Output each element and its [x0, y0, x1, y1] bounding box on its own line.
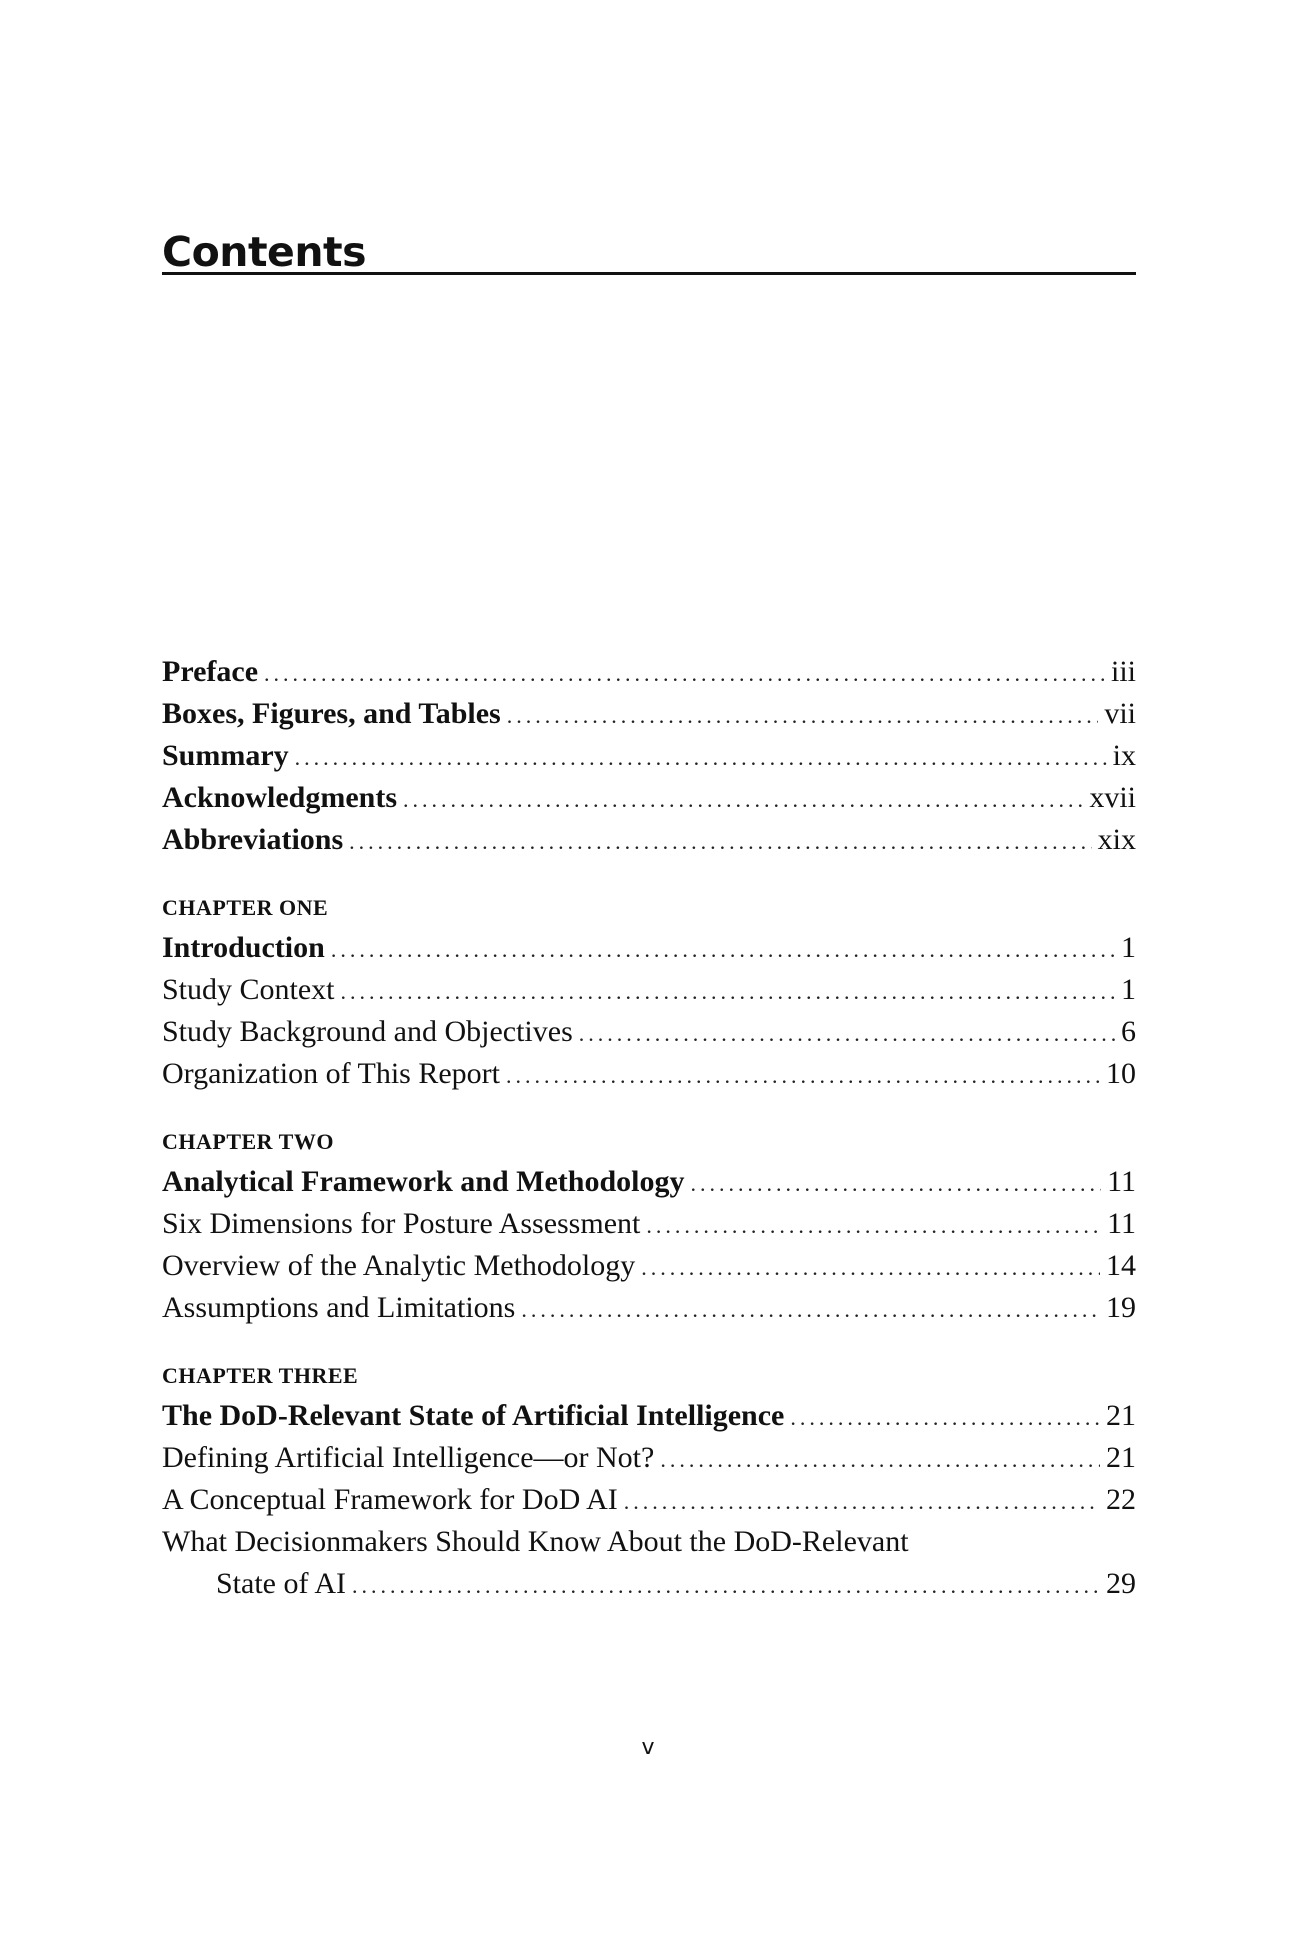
dot-leader: [341, 971, 1115, 1013]
entry-label: Organization of This Report: [162, 1057, 500, 1090]
page-number: 1: [1121, 973, 1136, 1006]
page-number: xix: [1097, 823, 1136, 856]
page-number: 19: [1106, 1291, 1136, 1324]
toc-entry-preface[interactable]: [162, 651, 1136, 693]
toc-entry-defining-ai[interactable]: [162, 1437, 1136, 1479]
page-number: 21: [1106, 1399, 1136, 1432]
entry-label: Defining Artificial Intelligence—or Not?: [162, 1441, 655, 1474]
dot-leader: [624, 1481, 1100, 1523]
page-number: vii: [1104, 697, 1136, 730]
dot-leader: [646, 1205, 1101, 1247]
chapter-one-block: [162, 889, 1136, 1095]
chapter-label: CHAPTER THREE: [162, 1363, 359, 1388]
title-rule: [162, 272, 1136, 275]
page-number: 29: [1106, 1567, 1136, 1600]
page-number: 21: [1106, 1441, 1136, 1474]
entry-label: Assumptions and Limitations: [162, 1291, 516, 1324]
dot-leader: [506, 1055, 1100, 1097]
dot-leader: [579, 1013, 1115, 1055]
entry-label: Study Context: [162, 973, 335, 1006]
toc-entry-analytical-framework[interactable]: [162, 1161, 1136, 1203]
entry-label: Overview of the Analytic Methodology: [162, 1249, 636, 1282]
dot-leader: [507, 695, 1099, 737]
toc-entry-acknowledgments[interactable]: [162, 777, 1136, 819]
entry-label: Preface: [162, 655, 259, 688]
entry-label: Acknowledgments: [162, 781, 398, 814]
page-folio: v: [641, 1735, 655, 1760]
dot-leader: [690, 1163, 1101, 1205]
entry-label-line1: What Decisionmakers Should Know About the DoD-Relevant: [162, 1525, 909, 1558]
table-of-contents: [162, 651, 1136, 1605]
toc-entry-decisionmakers[interactable]: [162, 1521, 1136, 1605]
dot-leader: [521, 1289, 1100, 1331]
entry-label: Abbreviations: [162, 823, 344, 856]
chapter-two-block: [162, 1123, 1136, 1329]
dot-leader: [403, 779, 1083, 821]
chapter-label: CHAPTER ONE: [162, 895, 329, 920]
dot-leader: [295, 737, 1107, 779]
toc-entry-state-of-ai[interactable]: [162, 1395, 1136, 1437]
chapter-label: CHAPTER TWO: [162, 1129, 334, 1154]
page-number: 11: [1107, 1207, 1136, 1240]
page-number: 10: [1106, 1057, 1136, 1090]
chapter-three-block: [162, 1357, 1136, 1605]
page-number: 14: [1106, 1249, 1136, 1282]
dot-leader: [331, 929, 1115, 971]
dot-leader: [641, 1247, 1100, 1289]
entry-label: Study Background and Objectives: [162, 1015, 573, 1048]
toc-entry-conceptual-framework[interactable]: [162, 1479, 1136, 1521]
chapter-title: The DoD-Relevant State of Artificial Intelligence: [162, 1399, 785, 1432]
toc-entry-boxes-figures-tables[interactable]: [162, 693, 1136, 735]
toc-entry-study-context[interactable]: [162, 969, 1136, 1011]
entry-label: Summary: [162, 739, 289, 772]
dot-leader: [349, 821, 1092, 863]
dot-leader: [660, 1439, 1100, 1481]
chapter-title: Introduction: [162, 931, 325, 964]
dot-leader: [352, 1565, 1100, 1607]
entry-label: A Conceptual Framework for DoD AI: [162, 1483, 618, 1516]
toc-entry-abbreviations[interactable]: [162, 819, 1136, 861]
page-number: xvii: [1089, 781, 1136, 814]
page-number: 1: [1121, 931, 1136, 964]
dot-leader: [264, 653, 1105, 695]
entry-continuation: [162, 1563, 1136, 1605]
chapter-title: Analytical Framework and Methodology: [162, 1165, 685, 1198]
dot-leader: [790, 1397, 1100, 1439]
toc-entry-organization[interactable]: [162, 1053, 1136, 1095]
entry-label-line2: State of AI: [216, 1567, 346, 1600]
page-number: iii: [1110, 655, 1136, 688]
toc-entry-six-dimensions[interactable]: [162, 1203, 1136, 1245]
entry-label: Boxes, Figures, and Tables: [162, 697, 501, 730]
toc-entry-summary[interactable]: [162, 735, 1136, 777]
toc-entry-study-background[interactable]: [162, 1011, 1136, 1053]
page-number: ix: [1112, 739, 1136, 772]
toc-entry-introduction[interactable]: [162, 927, 1136, 969]
page-title: Contents: [162, 228, 367, 277]
toc-entry-overview-methodology[interactable]: [162, 1245, 1136, 1287]
entry-label: Six Dimensions for Posture Assessment: [162, 1207, 641, 1240]
page-number: 6: [1121, 1015, 1136, 1048]
page-number: 22: [1106, 1483, 1136, 1516]
toc-entry-assumptions[interactable]: [162, 1287, 1136, 1329]
page-number: 11: [1107, 1165, 1136, 1198]
